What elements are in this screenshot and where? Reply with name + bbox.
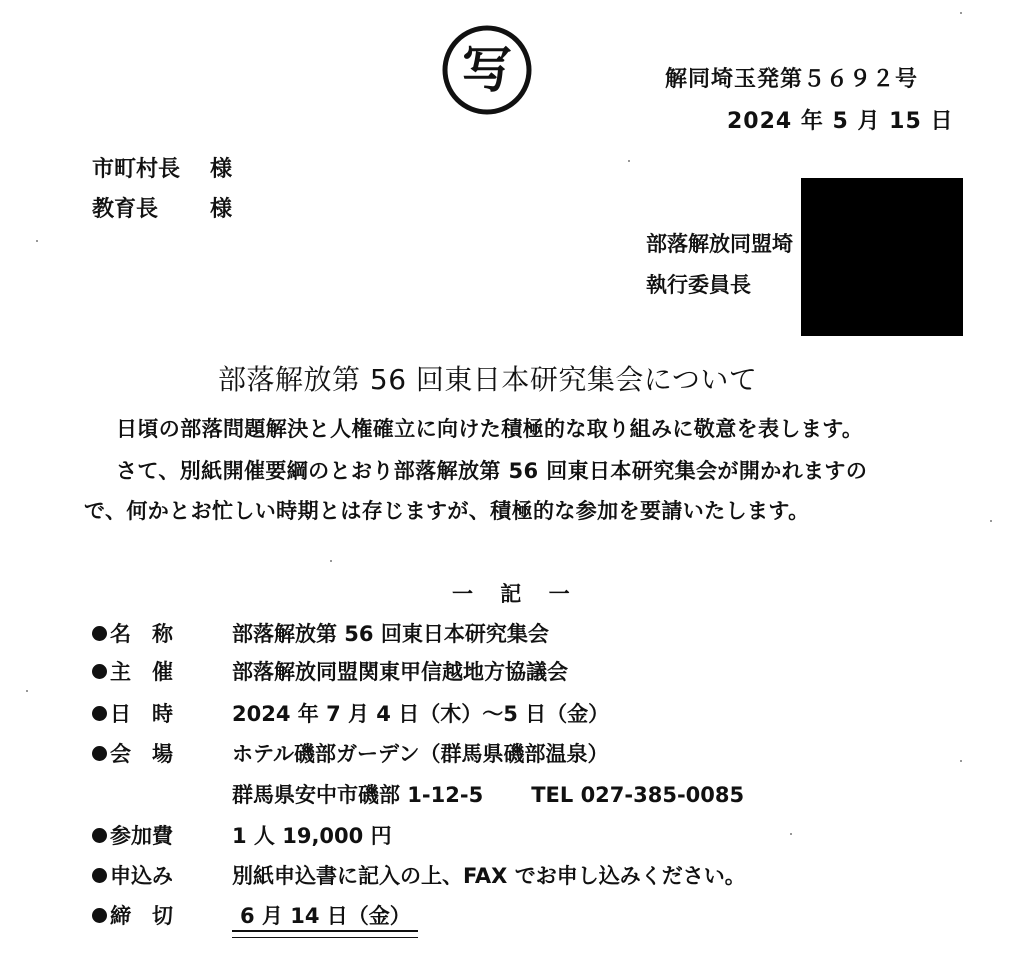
bullet-icon: [92, 626, 107, 641]
item-value: 6 月 14 日（金）: [240, 904, 411, 928]
stamp-glyph: 写: [462, 41, 512, 99]
venue-address: 群馬県安中市磯部 1-12-5: [232, 783, 484, 807]
item-venue-address: [0, 779, 1020, 809]
item-label: 日 時: [92, 698, 173, 728]
addressee-mayor: [92, 152, 232, 183]
sender-organization: 部落解放同盟埼: [646, 232, 793, 256]
document-date: 2024 年 5 月 15 日: [727, 109, 954, 134]
item-value: 別紙申込書に記入の上、FAX でお申し込みください。: [232, 864, 746, 888]
document-title: 部落解放第 56 回東日本研究集会について: [218, 363, 758, 396]
scan-speck: [960, 760, 962, 762]
scan-speck: [790, 833, 792, 835]
addressee-honorific: 様: [210, 197, 233, 222]
item-organizer: [0, 656, 1020, 686]
body-line-3: で、何かとお忙しい時期とは存じますが、積極的な参加を要請いたします。: [84, 499, 810, 523]
item-fee: [0, 820, 1020, 850]
scan-speck: [26, 690, 28, 692]
bullet-icon: [92, 868, 107, 883]
item-label: 名 称: [92, 618, 173, 648]
item-deadline: [0, 900, 1020, 930]
item-value: 1 人 19,000 円: [232, 824, 392, 848]
deadline-underline: [232, 930, 418, 938]
addressee-education-chief: [92, 192, 232, 223]
item-application: [0, 860, 1020, 890]
scan-speck: [990, 520, 992, 522]
item-label: 申込み: [92, 860, 173, 890]
venue-tel: TEL 027-385-0085: [531, 783, 745, 807]
bullet-icon: [92, 908, 107, 923]
bullet-icon: [92, 746, 107, 761]
document-number: 解同埼玉発第５６９２号: [665, 67, 919, 92]
venue-address-line: [232, 779, 744, 809]
item-name: [0, 618, 1020, 648]
scan-speck: [36, 240, 38, 242]
addressee-honorific: 様: [210, 157, 233, 182]
scan-speck: [960, 12, 962, 14]
item-datetime: [0, 698, 1020, 728]
ki-heading: 一 記 一: [452, 582, 580, 606]
addressee-name: 市町村長: [92, 157, 181, 182]
scan-speck: [628, 160, 630, 162]
bullet-icon: [92, 706, 107, 721]
item-label: 参加費: [92, 820, 173, 850]
item-label: 締 切: [92, 900, 173, 930]
redaction-block: [801, 178, 963, 336]
item-value: 部落解放第 56 回東日本研究集会: [232, 622, 549, 646]
scan-speck: [330, 560, 332, 562]
body-line-1: 日頃の部落問題解決と人権確立に向けた積極的な取り組みに敬意を表します。: [116, 417, 864, 441]
body-line-2: さて、別紙開催要綱のとおり部落解放第 56 回東日本研究集会が開かれますの: [116, 459, 868, 483]
bullet-icon: [92, 664, 107, 679]
item-value: 部落解放同盟関東甲信越地方協議会: [232, 660, 568, 684]
item-venue: [0, 738, 1020, 768]
sender-role: 執行委員長: [646, 273, 751, 297]
item-value: 2024 年 7 月 4 日（木）～5 日（金）: [232, 702, 610, 726]
addressee-name: 教育長: [92, 197, 159, 222]
item-label: 主 催: [92, 656, 173, 686]
bullet-icon: [92, 828, 107, 843]
item-label: 会 場: [92, 738, 173, 768]
item-value: ホテル磯部ガーデン（群馬県磯部温泉）: [232, 742, 609, 766]
copy-stamp-icon: [441, 24, 533, 116]
